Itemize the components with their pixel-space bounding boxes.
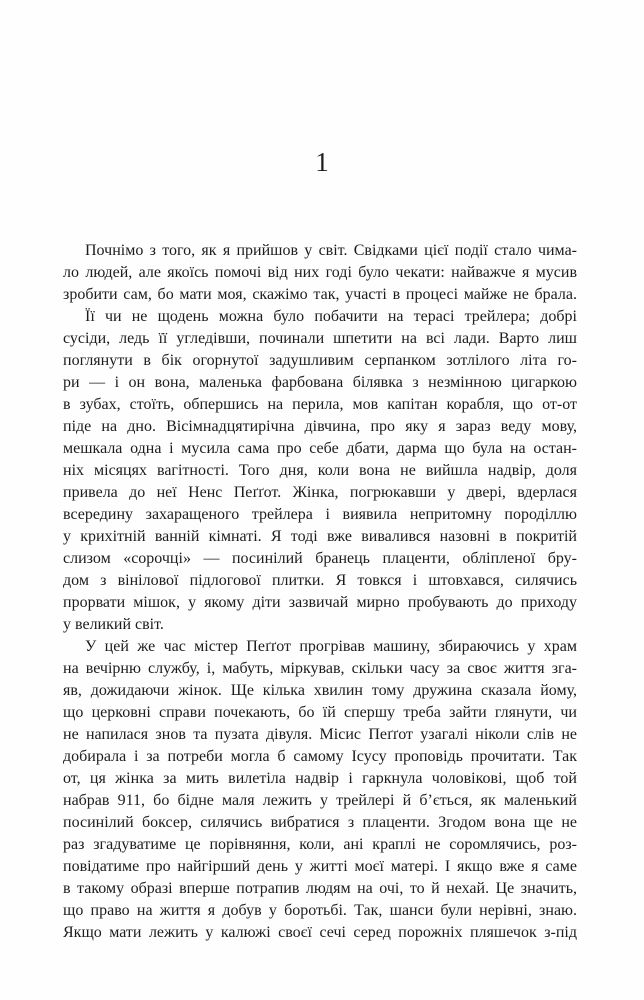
text-line: раз згадуватиме це порівняння, коли, ані краплі не соромлячись, роз- xyxy=(63,836,577,853)
text-line: Її чи не щодень можна було побачити на терасі трейлера; добрі xyxy=(85,308,577,325)
text-line: привела до неї Ненс Пеґґот. Жінка, погрюкавши у двері, вдерлася xyxy=(63,484,577,501)
text-line: сусіди, ледь її угледівши, починали шпетити на всі лади. Варто лиш xyxy=(63,330,577,347)
text-line: поглянути в бік огорнутої задушливим серпанком зотлілого літа го- xyxy=(63,352,577,369)
text-line: у великий світ. xyxy=(63,616,164,633)
text-line: на вечірню службу, і, мабуть, міркував, скільки часу за своє життя зга- xyxy=(63,660,577,677)
text-line: набрав 911, бо бідне маля лежить у трейлері й б’ється, як маленький xyxy=(63,792,577,809)
text-line: мешкала одна і мусила сама про себе дбати, дарма що була на остан- xyxy=(63,440,577,457)
text-line: у крихітній ванній кімнаті. Я тоді вже вивалився назовні в покритій xyxy=(63,528,577,545)
text-line: добирала і за потреби могла б самому Ісусу проповідь прочитати. Так xyxy=(63,748,577,765)
text-line: слизом «сорочці» — посинілий бранець плаценти, обліпленої бру- xyxy=(63,550,577,567)
text-line: зробити сам, бо мати моя, скажімо так, участі в процесі майже не брала. xyxy=(63,286,577,303)
text-line: Якщо мати лежить у калюжі своєї сечі серед порожніх пляшечок з-під xyxy=(63,924,577,941)
text-line: не напилася знов та пузата дівуля. Місис Пеґґот узагалі ніколи слів не xyxy=(63,726,577,743)
text-line: ри — і он вона, маленька фарбована білявка з незмінною цигаркою xyxy=(63,374,577,391)
text-line: Почнімо з того, як я прийшов у світ. Свідками цієї події стало чима- xyxy=(85,242,577,259)
text-line: що церковні справи почекають, бо їй спершу треба зайти глянути, чи xyxy=(63,704,577,721)
text-line: ло людей, але якоїсь помочі від них годі було чекати: найважче я мусив xyxy=(63,264,577,281)
text-line: яв, дожидаючи жінок. Ще кілька хвилин тому дружина сказала йому, xyxy=(63,682,577,699)
text-line: повідатиме про найгірший день у житті моєї матері. І якщо вже я саме xyxy=(63,858,577,875)
text-line: всередину захаращеного трейлера і виявила непритомну породіллю xyxy=(63,506,577,523)
text-line: в такому образі вперше потрапив людям на очі, то й нехай. Це значить, xyxy=(63,880,577,897)
text-block xyxy=(63,240,577,944)
text-line: дом з вінілової підлогової плитки. Я товкся і штовхався, силячись xyxy=(63,572,577,589)
text-line: У цей же час містер Пеґґот прогрівав машину, збираючись у храм xyxy=(85,638,577,655)
chapter-number: 1 xyxy=(315,147,329,177)
text-line: в зубах, стоїть, обпершись на перила, мов капітан корабля, що от-от xyxy=(63,396,577,413)
text-line: ніх місяцях вагітності. Того дня, коли вона не вийшла надвір, доля xyxy=(63,462,577,479)
text-line: от, ця жінка за мить вилетіла надвір і гаркнула чоловікові, щоб той xyxy=(63,770,577,787)
text-line: що право на життя я добув у боротьбі. Так, шанси були нерівні, знаю. xyxy=(63,902,577,919)
text-line: прорвати мішок, у якому діти зазвичай мирно пробувають до приходу xyxy=(63,594,577,611)
text-line: посинілий боксер, силячись вибратися з плаценти. Згодом вона ще не xyxy=(63,814,577,831)
text-line: піде на дно. Вісімнадцятирічна дівчина, про яку я зараз веду мову, xyxy=(63,418,577,435)
